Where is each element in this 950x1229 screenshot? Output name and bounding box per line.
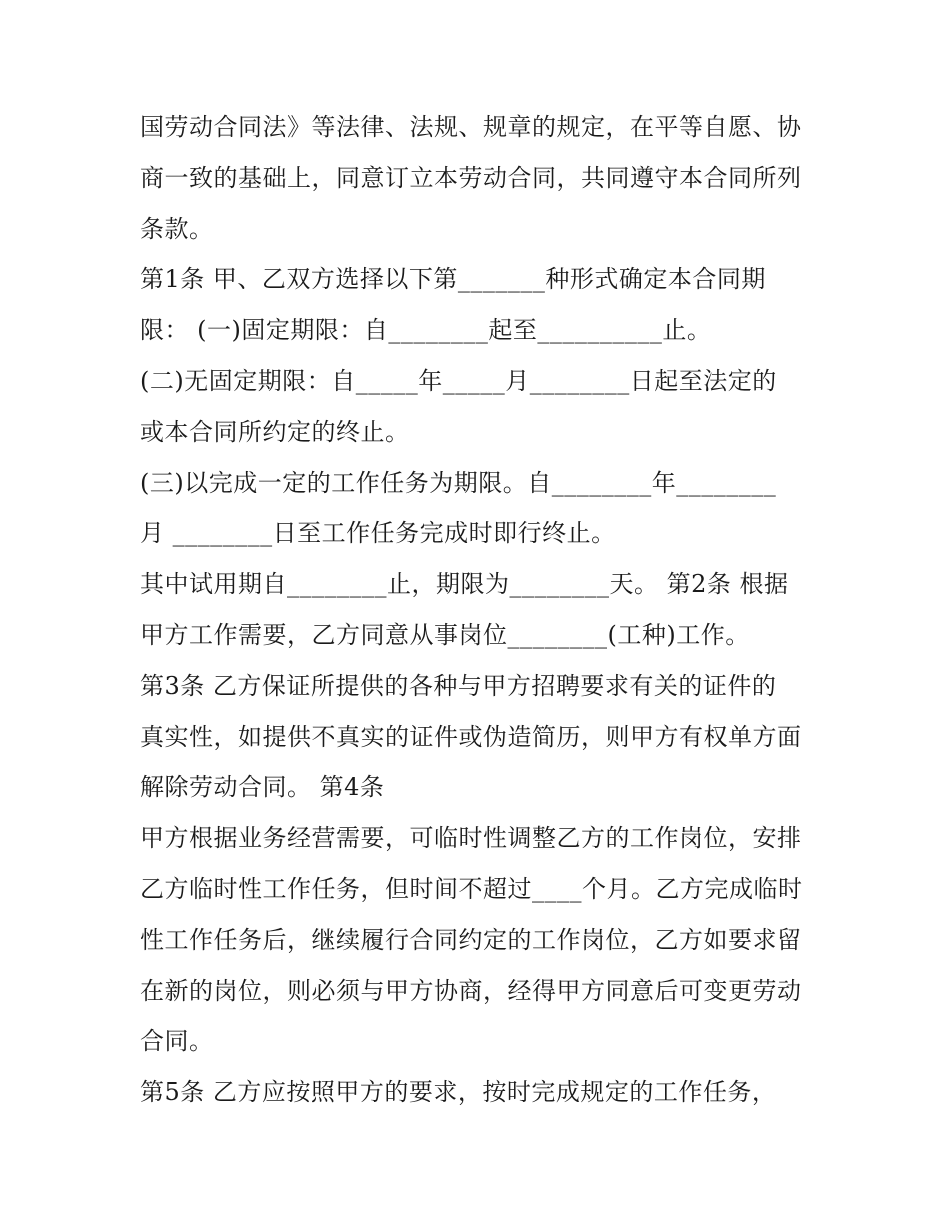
text-line: (三)以完成一定的工作任务为期限。自________年________	[140, 468, 777, 497]
text-line: 性工作任务后，继续履行合同约定的工作岗位，乙方如要求留	[140, 925, 802, 954]
text-line: 商一致的基础上，同意订立本劳动合同，共同遵守本合同所列	[140, 163, 802, 192]
article-5-line: 第5条 乙方应按照甲方的要求，按时完成规定的工作任务，	[140, 1078, 777, 1107]
contract-body	[140, 102, 820, 1118]
text-line: 甲方工作需要，乙方同意从事岗位________(工种)工作。	[140, 620, 750, 649]
text-line: 在新的岗位，则必须与甲方协商，经得甲方同意后可变更劳动	[140, 976, 802, 1005]
text-line: 月 ________日至工作任务完成时即行终止。	[140, 519, 616, 548]
article-2-line: 其中试用期自________止，期限为________天。 第2条 根据	[140, 570, 789, 599]
text-line: 合同。	[140, 1027, 214, 1056]
text-line: 国劳动合同法》等法律、法规、规章的规定，在平等自愿、协	[140, 113, 802, 141]
article-1-line: 第1条 甲、乙双方选择以下第_______种形式确定本合同期	[140, 265, 766, 294]
article-4-line: 解除劳动合同。 第4条	[140, 773, 385, 802]
text-line: 甲方根据业务经营需要，可临时性调整乙方的工作岗位，安排	[140, 824, 802, 853]
text-line: 限： (一)固定期限：自________起至__________止。	[140, 316, 712, 345]
article-3-line: 第3条 乙方保证所提供的各种与甲方招聘要求有关的证件的	[140, 671, 777, 700]
text-line: 条款。	[140, 214, 214, 243]
text-line: 或本合同所约定的终止。	[140, 417, 410, 446]
text-line: 乙方临时性工作任务，但时间不超过____个月。乙方完成临时	[140, 874, 803, 903]
text-line: 真实性，如提供不真实的证件或伪造简历，则甲方有权单方面	[140, 722, 802, 751]
text-line: (二)无固定期限：自_____年_____月________日起至法定的	[140, 366, 777, 395]
